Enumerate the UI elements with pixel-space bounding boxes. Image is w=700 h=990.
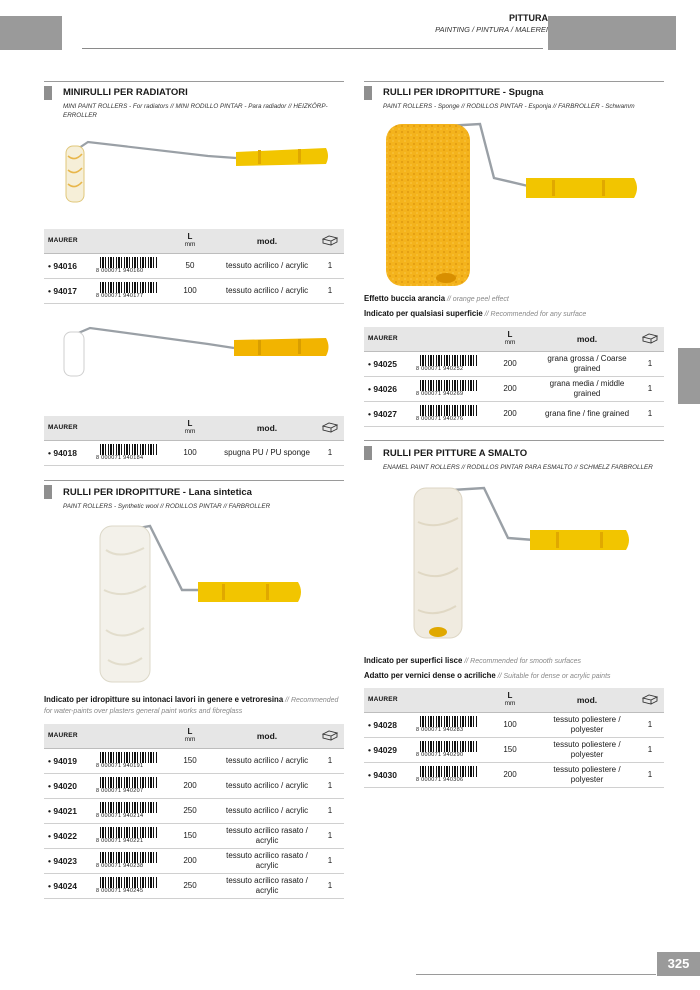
usage-note-translation: // Recommended for smooth surfaces [462, 658, 582, 665]
model-value: tessuto acrilico / acrylic [218, 748, 316, 773]
table-row [364, 376, 664, 401]
table-row [364, 401, 664, 426]
usage-note-translation: // orange peel effect [445, 296, 509, 303]
length-value: 200 [162, 773, 218, 798]
section-marker [364, 446, 372, 460]
product-table [364, 688, 664, 788]
length-unit: mm [504, 699, 516, 707]
model-value: tessuto poliestere / polyester [538, 712, 636, 737]
length-header: L [507, 690, 513, 700]
ean-number: 8 000071 940245 [96, 887, 144, 894]
table-row [44, 748, 344, 773]
length-unit: mm [184, 240, 196, 248]
mini-roller-acrylic-image [58, 136, 338, 206]
model-header: mod. [538, 327, 636, 351]
quantity-value: 1 [316, 848, 344, 873]
mini-roller-sponge-image [58, 322, 338, 378]
section-rule [364, 81, 664, 82]
section-rule [44, 480, 344, 481]
section-rule [44, 81, 344, 82]
usage-note [364, 656, 684, 667]
length-value: 200 [482, 401, 538, 426]
length-value: 200 [482, 762, 538, 787]
section-subtitle: PAINT ROLLERS - Synthetic wool // RODILLOS PINTAR // FARBROLLER [63, 503, 271, 510]
product-code: • 94027 [364, 401, 414, 426]
quantity-value: 1 [636, 762, 664, 787]
quantity-value: 1 [636, 737, 664, 762]
usage-note-translation: // Recommended for water-paints over plasters general paint works and fibreglass [44, 697, 339, 715]
ean-number: 8 000071 940214 [96, 812, 144, 819]
section-subtitle: MINI PAINT ROLLERS - For radiators // MINI RODILLO PINTAR - Para radiador // HEIZKÖRP-ERROLLER [63, 103, 328, 119]
ean-number: 8 000071 940177 [96, 292, 144, 299]
ean-number: 8 000071 940283 [416, 726, 464, 733]
box-icon [636, 327, 664, 351]
barcode [96, 282, 158, 298]
quantity-value: 1 [636, 376, 664, 401]
table-row [44, 798, 344, 823]
product-code: • 94018 [44, 440, 94, 465]
length-value: 150 [162, 823, 218, 848]
side-tab [678, 348, 700, 404]
section-title: RULLI PER IDROPITTURE - Spugna [383, 87, 544, 98]
barcode [96, 444, 158, 460]
model-value: tessuto acrilico / acrylic [218, 253, 316, 278]
quantity-value: 1 [316, 440, 344, 465]
product-code: • 94020 [44, 773, 94, 798]
table-row [364, 762, 664, 787]
product-table [364, 327, 664, 427]
usage-note-bold: Indicato per qualsiasi superficie [364, 309, 483, 318]
model-value: tessuto acrilico rasato / acrylic [218, 873, 316, 898]
section-title: RULLI PER PITTURE A SMALTO [383, 448, 528, 459]
wool-roller-image [90, 520, 310, 685]
usage-note-bold: Adatto per vernici dense o acriliche [364, 671, 496, 680]
model-header: mod. [218, 724, 316, 748]
ean-number: 8 000071 940207 [96, 787, 144, 794]
ean-number: 8 000071 940160 [96, 267, 144, 274]
section-marker [44, 86, 52, 100]
box-icon [316, 229, 344, 253]
corner-block-right [548, 16, 676, 50]
quantity-value: 1 [316, 873, 344, 898]
length-header: L [507, 329, 513, 339]
length-header: L [187, 231, 193, 241]
header-rule [82, 48, 543, 49]
ean-number: 8 000071 940269 [416, 390, 464, 397]
length-value: 200 [162, 848, 218, 873]
barcode [416, 355, 478, 371]
length-value: 150 [482, 737, 538, 762]
model-value: grana grossa / Coarse grained [538, 351, 636, 376]
product-code: • 94022 [44, 823, 94, 848]
ean-number: 8 000071 940252 [416, 365, 464, 372]
product-code: • 94028 [364, 712, 414, 737]
page-number: 325 [657, 952, 700, 976]
product-code: • 94019 [44, 748, 94, 773]
quantity-value: 1 [316, 798, 344, 823]
product-code: • 94030 [364, 762, 414, 787]
length-value: 100 [162, 278, 218, 303]
usage-note-bold: Effetto buccia arancia [364, 294, 446, 303]
brand-logo: MAURER [364, 688, 414, 712]
model-header: mod. [218, 229, 316, 253]
section-title: MINIRULLI PER RADIATORI [63, 87, 188, 98]
length-unit: mm [184, 735, 196, 743]
section-title: RULLI PER IDROPITTURE - Lana sintetica [63, 487, 252, 498]
barcode [96, 852, 158, 868]
box-icon [316, 416, 344, 440]
model-value: tessuto acrilico rasato / acrylic [218, 848, 316, 873]
usage-note-translation: // Suitable for dense or acrylic paints [495, 673, 611, 680]
enamel-roller-image [400, 482, 640, 642]
barcode [416, 766, 478, 782]
table-row [44, 278, 344, 303]
barcode [416, 741, 478, 757]
model-value: grana media / middle grained [538, 376, 636, 401]
usage-note [364, 309, 684, 320]
product-code: • 94024 [44, 873, 94, 898]
usage-note-translation: // Recommended for any surface [482, 311, 587, 318]
section-subtitle: PAINT ROLLERS - Sponge // RODILLOS PINTAR - Esponja // FARBROLLER - Schwamm [383, 103, 635, 110]
barcode [96, 827, 158, 843]
barcode [416, 380, 478, 396]
quantity-value: 1 [316, 773, 344, 798]
ean-number: 8 000071 940221 [96, 837, 144, 844]
length-value: 200 [482, 376, 538, 401]
table-row [44, 823, 344, 848]
table-row [44, 873, 344, 898]
model-value: spugna PU / PU sponge [218, 440, 316, 465]
table-row [44, 440, 344, 465]
length-value: 250 [162, 873, 218, 898]
quantity-value: 1 [316, 823, 344, 848]
length-header: L [187, 726, 193, 736]
model-value: grana fine / fine grained [538, 401, 636, 426]
model-value: tessuto acrilico / acrylic [218, 773, 316, 798]
ean-number: 8 000071 940184 [96, 454, 144, 461]
length-header: L [187, 418, 193, 428]
product-table [44, 416, 344, 466]
quantity-value: 1 [636, 712, 664, 737]
product-code: • 94021 [44, 798, 94, 823]
header-subtitle: PAINTING / PINTURA / MALEREI [435, 25, 548, 34]
barcode [96, 877, 158, 893]
length-value: 50 [162, 253, 218, 278]
usage-note [364, 294, 684, 305]
table-row [364, 351, 664, 376]
length-unit: mm [504, 338, 516, 346]
usage-note-bold: Indicato per superfici lisce [364, 656, 463, 665]
usage-note [44, 695, 344, 717]
product-code: • 94017 [44, 278, 94, 303]
quantity-value: 1 [316, 278, 344, 303]
barcode [416, 716, 478, 732]
section-marker [364, 86, 372, 100]
box-icon [316, 724, 344, 748]
brand-logo: MAURER [44, 416, 94, 440]
product-code: • 94029 [364, 737, 414, 762]
length-value: 200 [482, 351, 538, 376]
model-value: tessuto acrilico / acrylic [218, 798, 316, 823]
box-icon [636, 688, 664, 712]
ean-number: 8 000071 940191 [96, 762, 144, 769]
table-row [44, 773, 344, 798]
model-value: tessuto acrilico rasato / acrylic [218, 823, 316, 848]
sponge-roller-image [376, 118, 646, 290]
table-row [364, 712, 664, 737]
length-value: 100 [162, 440, 218, 465]
product-table [44, 229, 344, 304]
quantity-value: 1 [636, 351, 664, 376]
product-code: • 94025 [364, 351, 414, 376]
product-code: • 94026 [364, 376, 414, 401]
usage-note [364, 671, 684, 682]
usage-note-bold: Indicato per idropitture su intonaci lavori in genere e vetroresina [44, 695, 284, 704]
barcode [96, 802, 158, 818]
length-value: 150 [162, 748, 218, 773]
table-row [364, 737, 664, 762]
quantity-value: 1 [316, 748, 344, 773]
table-row [44, 848, 344, 873]
model-value: tessuto acrilico / acrylic [218, 278, 316, 303]
model-header: mod. [538, 688, 636, 712]
header-category: PITTURA [509, 13, 548, 23]
section-marker [44, 485, 52, 499]
product-table [44, 724, 344, 899]
brand-logo: MAURER [44, 724, 94, 748]
model-value: tessuto poliestere / polyester [538, 737, 636, 762]
ean-number: 8 000071 940238 [96, 862, 144, 869]
length-value: 100 [482, 712, 538, 737]
quantity-value: 1 [316, 253, 344, 278]
footer-rule [416, 974, 656, 975]
quantity-value: 1 [636, 401, 664, 426]
length-value: 250 [162, 798, 218, 823]
product-code: • 94023 [44, 848, 94, 873]
barcode [96, 752, 158, 768]
brand-logo: MAURER [364, 327, 414, 351]
barcode [416, 405, 478, 421]
section-subtitle: ENAMEL PAINT ROLLERS // RODILLOS PINTAR PARA ESMALTO // SCHMELZ FARBROLLER [383, 464, 653, 471]
model-header: mod. [218, 416, 316, 440]
ean-number: 8 000071 940306 [416, 776, 464, 783]
length-unit: mm [184, 427, 196, 435]
corner-block-left [0, 16, 62, 50]
brand-logo: MAURER [44, 229, 94, 253]
table-row [44, 253, 344, 278]
barcode [96, 257, 158, 273]
product-code: • 94016 [44, 253, 94, 278]
model-value: tessuto poliestere / polyester [538, 762, 636, 787]
section-rule [364, 440, 664, 441]
ean-number: 8 000071 940290 [416, 751, 464, 758]
ean-number: 8 000071 940276 [416, 415, 464, 422]
barcode [96, 777, 158, 793]
